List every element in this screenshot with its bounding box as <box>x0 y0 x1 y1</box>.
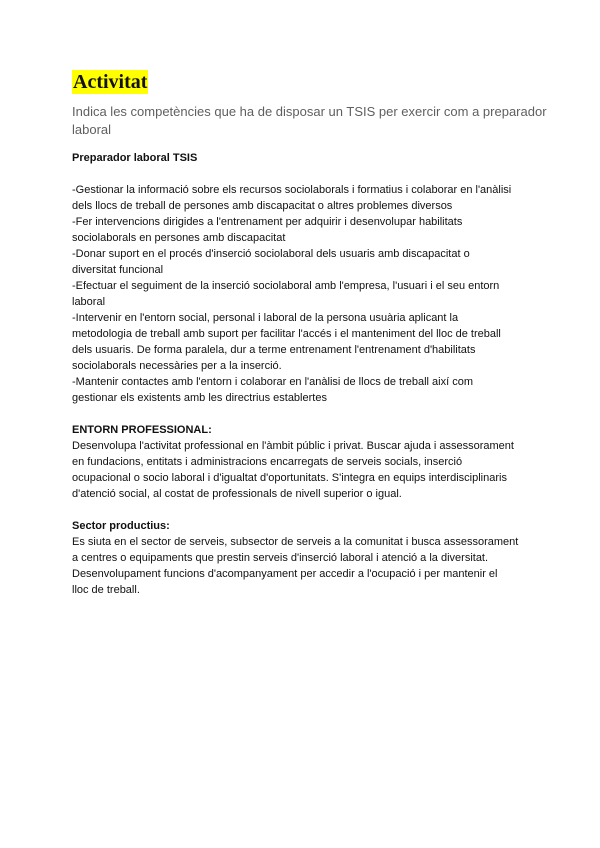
text-line: dels usuaris. De forma paralela, dur a terme entrenament l'entrenament d'habilitats <box>72 344 476 356</box>
entorn-section <box>72 422 534 502</box>
text-line: -Intervenir en l'entorn social, personal i laboral de la persona usuària aplicant la <box>72 312 459 324</box>
sector-section <box>72 518 534 598</box>
text-line: dels llocs de treball de persones amb discapacitat o altres problemes diversos <box>72 200 453 212</box>
entorn-paragraph <box>72 438 534 502</box>
activity-prompt-line: laboral <box>72 122 112 137</box>
sector-paragraph <box>72 534 534 598</box>
preparador-section <box>72 150 534 166</box>
preparador-heading: Preparador laboral TSIS <box>72 152 198 164</box>
text-line: -Donar suport en el procés d'inserció sociolaboral dels usuaris amb discapacitat o <box>72 248 470 260</box>
text-line: diversitat funcional <box>72 264 164 276</box>
text-line: en fundacions, entitats i administracions encarregats de serveis socials, inserció <box>72 456 463 468</box>
text-line: a centres o equipaments que prestin serveis d'inserció laboral i atenció a la diversitat. <box>72 552 489 564</box>
text-line: Es siuta en el sector de serveis, subsector de serveis a la comunitat i busca assessorament <box>72 536 519 548</box>
entorn-heading: ENTORN PROFESSIONAL: <box>72 424 212 436</box>
text-line: gestionar els existents amb les directrius establertes <box>72 392 327 404</box>
text-line: laboral <box>72 296 106 308</box>
title-container <box>72 70 148 94</box>
text-line: d'atenció social, al costat de professionals de nivell superior o igual. <box>72 488 402 500</box>
text-line: Desenvolupa l'activitat professional en l'àmbit públic i privat. Buscar ajuda i assessorament <box>72 440 514 452</box>
text-line: -Fer intervencions dirigides a l'entrenament per adquirir i desenvolupar habilitats <box>72 216 463 228</box>
text-line: metodologia de treball amb suport per facilitar l'accés i el manteniment del lloc de treball <box>72 328 501 340</box>
preparador-paragraph <box>72 182 534 406</box>
preparador-body <box>72 182 534 406</box>
sector-heading: Sector productius: <box>72 520 170 532</box>
activity-prompt-line: Indica les competències que ha de disposar un TSIS per exercir com a preparador <box>72 104 547 119</box>
text-line: ocupacional o socio laboral i d'igualtat d'oportunitats. S'integra en equips interdisciplinaris <box>72 472 507 484</box>
text-line: -Gestionar la informació sobre els recursos sociolaborals i formatius i colaborar en l'anàlisi <box>72 184 512 196</box>
text-line: lloc de treball. <box>72 584 140 596</box>
page-title: Activitat <box>73 71 148 93</box>
text-line: -Efectuar el seguiment de la inserció sociolaboral amb l'empresa, l'usuari i el seu entorn <box>72 280 500 292</box>
text-line: sociolaborals necessàries per a la inserció. <box>72 360 282 372</box>
text-line: Desenvolupament funcions d'acompanyament per accedir a l'ocupació i per mantenir el <box>72 568 498 580</box>
text-line: sociolaborals en persones amb discapacitat <box>72 232 286 244</box>
activity-prompt <box>72 103 547 139</box>
text-line: -Mantenir contactes amb l'entorn i colaborar en l'anàlisi de llocs de treball així com <box>72 376 474 388</box>
